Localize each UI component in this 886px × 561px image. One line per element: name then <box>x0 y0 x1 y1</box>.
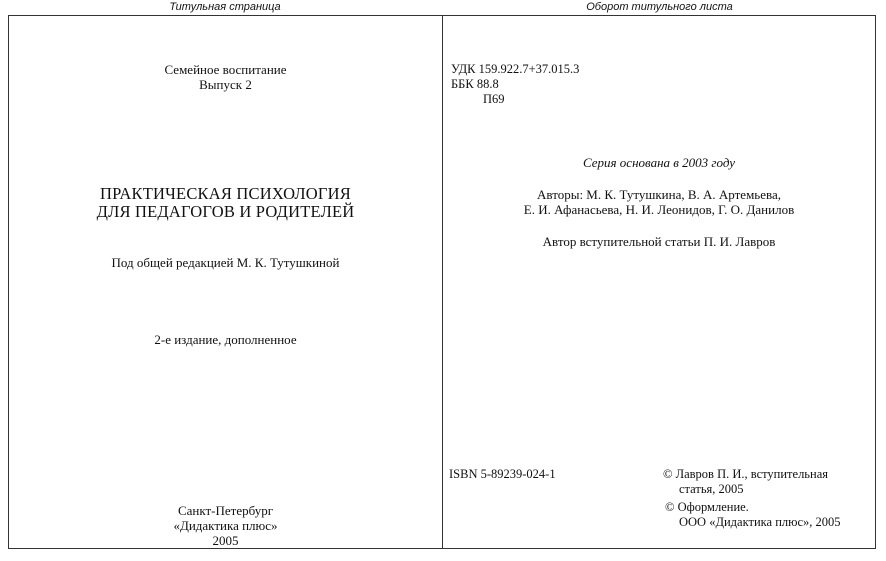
authors-line2: Е. И. Афанасьева, Н. И. Леонидов, Г. О. Данилов <box>523 202 795 217</box>
book-title-line1: ПРАКТИЧЕСКАЯ ПСИХОЛОГИЯ <box>100 184 351 203</box>
editor-line: Под общей редакцией М. К. Тутушкиной <box>111 255 340 270</box>
authors-line1: Авторы: М. К. Тутушкина, В. А. Артемьева, <box>537 187 781 202</box>
copyright-design-line2: ООО «Дидактика плюс», 2005 <box>679 515 841 529</box>
copyright-intro-line1: © Лавров П. И., вступительная <box>663 467 828 481</box>
bbk-code: ББК 88.8 <box>451 77 499 91</box>
publisher-name: «Дидактика плюс» <box>173 518 278 533</box>
title-page <box>8 15 443 549</box>
caption-reverse-page: Оборот титульного листа <box>586 1 733 13</box>
series-founded-note: Серия основана в 2003 году <box>582 155 735 170</box>
publisher-city: Санкт-Петербург <box>177 503 274 518</box>
udk-code: УДК 159.922.7+37.015.3 <box>451 62 580 76</box>
publication-year: 2005 <box>212 533 239 548</box>
caption-title-page: Титульная страница <box>169 1 281 13</box>
isbn: ISBN 5-89239-024-1 <box>449 467 556 481</box>
issue-number: Выпуск 2 <box>199 77 252 92</box>
edition-line: 2-е издание, дополненное <box>154 332 297 347</box>
intro-author-line: Автор вступительной статьи П. И. Лавров <box>542 234 776 249</box>
copyright-intro-line2: статья, 2005 <box>679 482 744 496</box>
series-name: Семейное воспитание <box>164 62 287 77</box>
book-title-line2: ДЛЯ ПЕДАГОГОВ И РОДИТЕЛЕЙ <box>96 202 355 221</box>
copyright-design-line1: © Оформление. <box>665 500 749 514</box>
reverse-title-page <box>442 15 876 549</box>
author-mark: П69 <box>483 92 505 106</box>
